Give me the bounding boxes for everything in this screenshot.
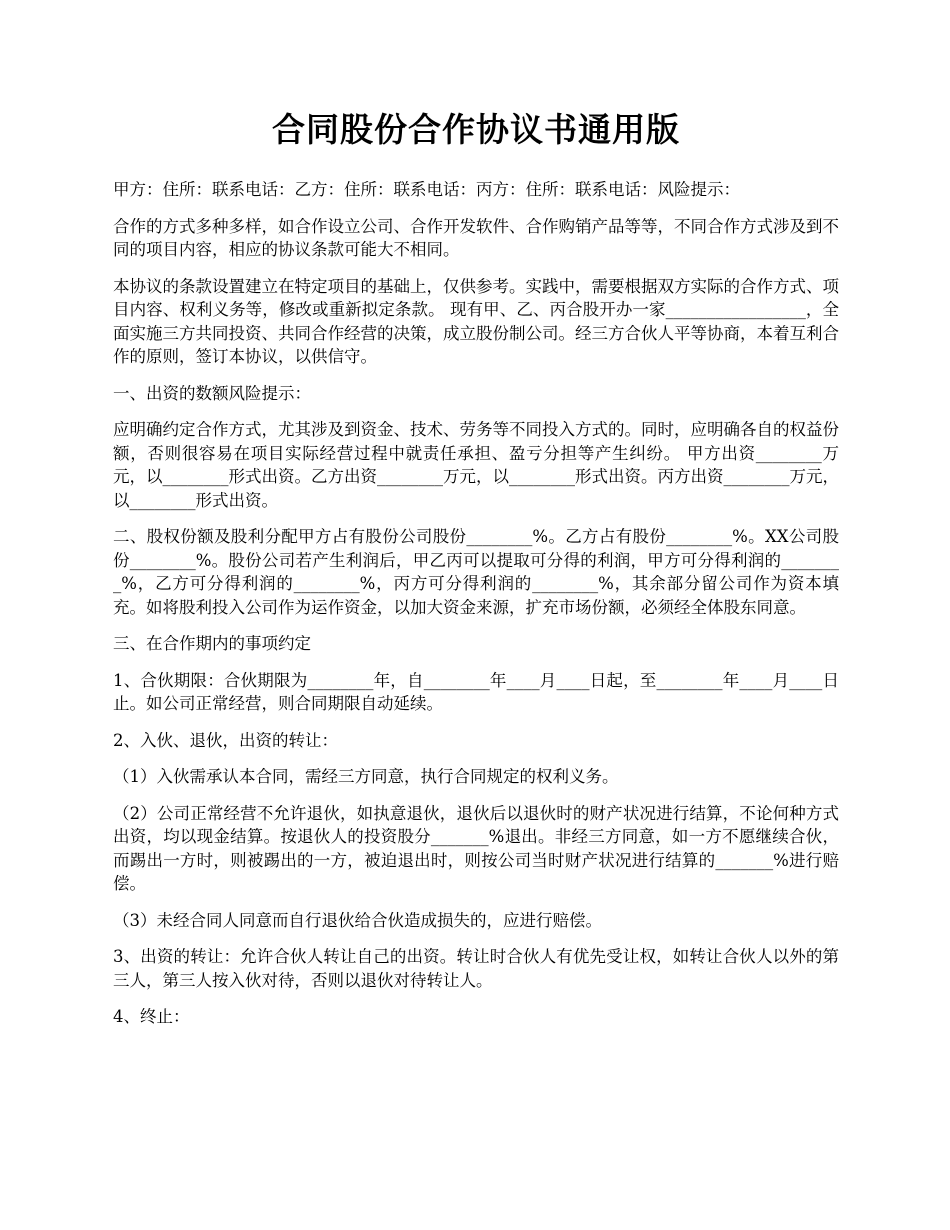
paragraph-agreement-basis: 本协议的条款设置建立在特定项目的基础上，仅供参考。实践中，需要根据双方实际的合作方式、项目内容、权利义务等，修改或重新拟定条款。 现有甲、乙、丙合股开办一家_________________，全面实施三方共同投资、共同合作经营的决策，成立股份制公司。经三方合伙人平等协商，本着互利合作的原则，签订本协议，以供信守。 bbox=[113, 276, 839, 366]
paragraph-parties: 甲方：住所：联系电话：乙方：住所：联系电话：丙方：住所：联系电话：风险提示： bbox=[113, 180, 740, 199]
paragraph-cooperation-methods: 合作的方式多种多样，如合作设立公司、合作开发软件、合作购销产品等等，不同合作方式涉及到不同的项目内容，相应的协议条款可能大不相同。 bbox=[113, 216, 839, 259]
paragraph-equity-dividends: 二、股权份额及股利分配甲方占有股份公司股份________%。乙方占有股份________%。XX公司股份________%。股份公司若产生利润后，甲乙丙可以提取可分得的利润，甲方可分得利润的________%，乙方可分得利润的________%，丙方可分得利润的________%，其余部分留公司作为资本填充。如将股利投入公司作为运作资金，以加大资金来源，扩充市场份额，必须经全体股东同意。 bbox=[113, 527, 839, 617]
paragraph-capital-contribution: 应明确约定合作方式，尤其涉及到资金、技术、劳务等不同投入方式的。同时，应明确各自的权益份额，否则很容易在项目实际经营过程中就责任承担、盈亏分担等产生纠纷。 甲方出资________万元，以________形式出资。乙方出资________万元，以________形式出资。丙方出资________万元，以________形式出资。 bbox=[113, 420, 839, 510]
section-heading-cooperation-terms: 三、在合作期内的事项约定 bbox=[113, 634, 311, 653]
document-title: 合同股份合作协议书通用版 bbox=[272, 110, 680, 149]
subclause-withdrawal: （2）公司正常经营不允许退伙，如执意退伙，退伙后以退伙时的财产状况进行结算，不论何种方式出资，均以现金结算。按退伙人的投资股分_______%退出。非经三方同意，如一方不愿继续合伙，而踢出一方时，则被踢出的一方，被迫退出时，则按公司当时财产状况进行结算的_______%进行赔偿。 bbox=[113, 803, 839, 893]
clause-join-withdraw: 2、入伙、退伙，出资的转让： bbox=[113, 730, 338, 750]
clause-capital-transfer: 3、出资的转让：允许合伙人转让自己的出资。转让时合伙人有优先受让权，如转让合伙人以外的第三人，第三人按入伙对待，否则以退伙对待转让人。 bbox=[113, 947, 839, 990]
section-heading-capital: 一、出资的数额风险提示： bbox=[113, 383, 311, 403]
subclause-compensation: （3）未经合同人同意而自行退伙给合伙造成损失的，应进行赔偿。 bbox=[113, 910, 602, 930]
clause-termination: 4、终止： bbox=[113, 1007, 190, 1026]
clause-partnership-term: 1、合伙期限：合伙期限为________年，自________年____月____日起，至________年____月____日止。如公司正常经营，则合同期限自动延续。 bbox=[113, 670, 839, 713]
document-page bbox=[113, 108, 839, 1042]
subclause-joining: （1）入伙需承认本合同，需经三方同意，执行合同规定的权利义务。 bbox=[113, 767, 619, 786]
